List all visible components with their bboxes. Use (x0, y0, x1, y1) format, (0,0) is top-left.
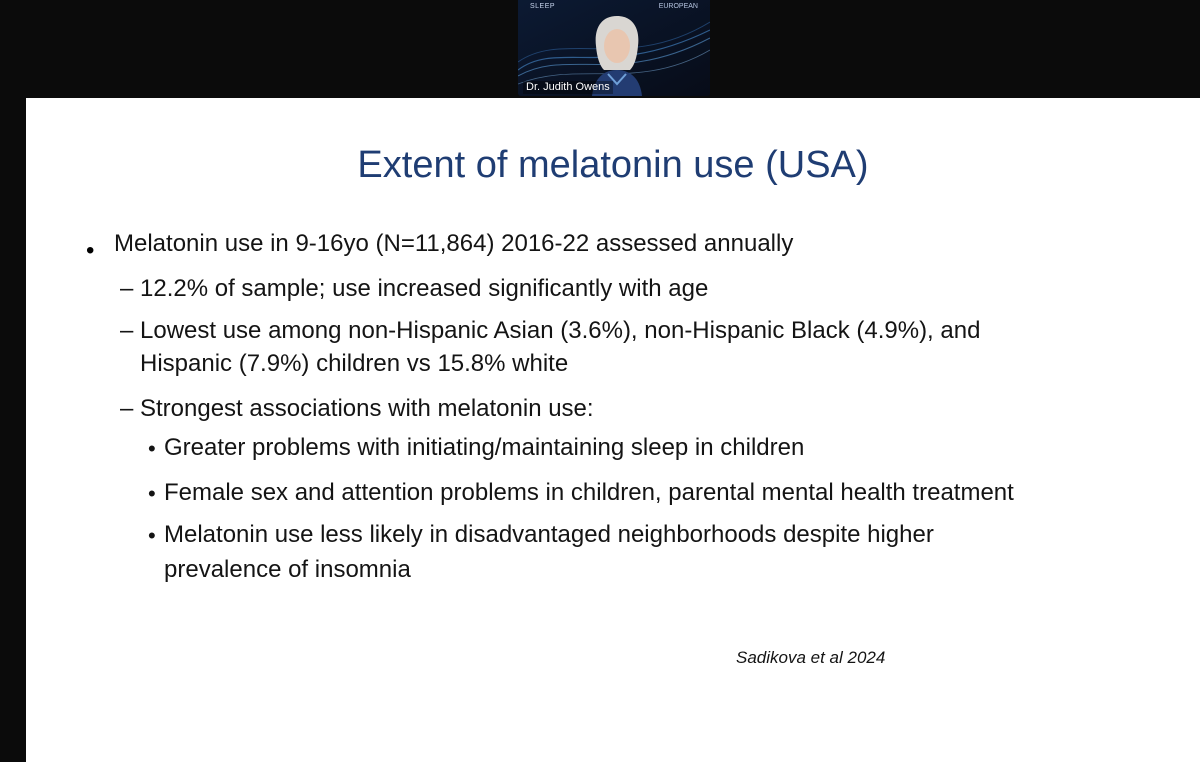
speaker-video-tile[interactable] (518, 0, 710, 96)
subsub-bullet-neighborhoods-line2: prevalence of insomnia (164, 556, 411, 583)
sub-bullet-associations: Strongest associations with melatonin use: (140, 395, 594, 422)
subsub-bullet-sleep-problems: Greater problems with initiating/maintaining sleep in children (164, 434, 805, 461)
citation: Sadikova et al 2024 (736, 648, 886, 667)
subsub-marker: • (148, 481, 156, 506)
presentation-slide (26, 98, 1200, 762)
slide-title: Extent of melatonin use (USA) (357, 144, 869, 186)
participant-name-label: Dr. Judith Owens (523, 81, 613, 94)
dash-marker: – (120, 317, 134, 344)
bullet-marker: • (86, 237, 95, 264)
subsub-marker: • (148, 523, 156, 548)
subsub-bullet-neighborhoods-line1: Melatonin use less likely in disadvantaged neighborhoods despite higher (164, 521, 934, 548)
sub-bullet-lowest-use-line2: Hispanic (7.9%) children vs 15.8% white (140, 350, 569, 377)
sub-bullet-sample: 12.2% of sample; use increased significantly with age (140, 275, 709, 302)
sub-bullet-lowest-use-line1: Lowest use among non-Hispanic Asian (3.6%), non-Hispanic Black (4.9%), and (140, 317, 981, 344)
conference-logo-left: SLEEP (530, 3, 556, 10)
subsub-marker: • (148, 436, 156, 461)
subsub-bullet-female-sex: Female sex and attention problems in children, parental mental health treatment (164, 479, 1014, 506)
dash-marker: – (120, 395, 134, 422)
dash-marker: – (120, 275, 134, 302)
bullet-main: Melatonin use in 9-16yo (N=11,864) 2016-22 assessed annually (114, 230, 794, 257)
conference-logo-right: EUROPEAN (658, 3, 698, 10)
